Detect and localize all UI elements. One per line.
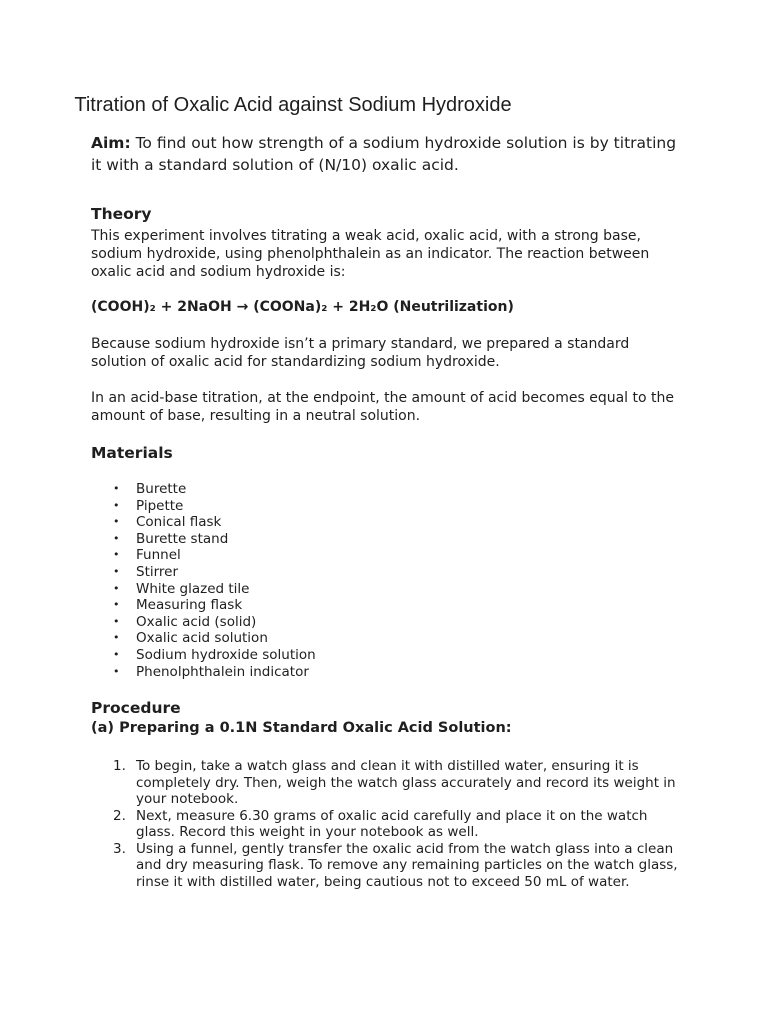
list-item — [91, 758, 681, 808]
list-item: • Oxalic acid solution — [113, 630, 268, 647]
step-number: 2. — [113, 807, 126, 824]
list-item: • Measuring flask — [113, 597, 243, 614]
bullet-icon: • — [113, 564, 120, 578]
list-item: • Burette — [113, 481, 187, 497]
list-item: • Sodium hydroxide solution — [113, 646, 316, 663]
list-item — [91, 841, 681, 891]
step-text: Using a funnel, gently transfer the oxalic acid from the watch glass into a clean and dry measuring flask. To remove any remaining particles on the watch glass, rinse it with distilled water, being cautious not to exceed 50 mL of water. — [136, 840, 678, 890]
bullet-icon: • — [113, 531, 120, 545]
bullet-icon: • — [113, 498, 120, 512]
list-item: • Funnel — [113, 547, 181, 564]
list-item: • Oxalic acid (solid) — [113, 613, 257, 630]
step-number: 1. — [113, 758, 126, 774]
procedure-heading: Procedure — [91, 699, 181, 717]
procedure-subheading: (a) Preparing a 0.1N Standard Oxalic Acid Solution: — [91, 720, 512, 736]
theory-intro: This experiment involves titrating a weak acid, oxalic acid, with a strong base, sodium hydroxide, using phenolphthalein as an indicator. The reaction between oxalic acid and sodium hydroxide is: — [91, 228, 650, 280]
bullet-icon: • — [113, 631, 120, 645]
aim-text: To find out how strength of a sodium hydroxide solution is by titrating it with a standard solution of (N/10) oxalic acid. — [91, 134, 677, 174]
bullet-icon: • — [113, 548, 120, 562]
materials-heading: Materials — [91, 444, 173, 462]
bullet-icon: • — [113, 647, 120, 661]
list-item: • White glazed tile — [113, 580, 250, 597]
procedure-steps — [91, 758, 681, 890]
list-item: • Pipette — [113, 497, 184, 514]
list-item — [91, 808, 681, 841]
bullet-icon: • — [113, 614, 120, 628]
bullet-icon: • — [113, 664, 120, 678]
bullet-icon: • — [113, 482, 120, 495]
bullet-icon: • — [113, 598, 120, 612]
theory-paragraph-2: Because sodium hydroxide isn’t a primary standard, we prepared a standard solution of oxalic acid for standardizing sodium hydroxide. — [91, 336, 630, 370]
document-title: Titration of Oxalic Acid against Sodium Hydroxide — [74, 94, 512, 116]
step-number: 3. — [113, 840, 126, 857]
aim-label: Aim: — [91, 134, 131, 152]
list-item: • Conical flask — [113, 514, 222, 531]
list-item: • Burette stand — [113, 530, 229, 547]
bullet-icon: • — [113, 515, 120, 529]
step-text: Next, measure 6.30 grams of oxalic acid carefully and place it on the watch glass. Record this weight in your notebook as well. — [136, 807, 648, 840]
theory-heading: Theory — [91, 205, 152, 223]
theory-paragraph-3: In an acid-base titration, at the endpoint, the amount of acid becomes equal to the amount of base, resulting in a neutral solution. — [91, 390, 674, 424]
aim-section — [91, 132, 681, 176]
step-text: To begin, take a watch glass and clean it with distilled water, ensuring it is completely dry. Then, weigh the watch glass accurately and record its weight in your notebook. — [136, 758, 676, 807]
reaction-equation: (COOH)₂ + 2NaOH → (COONa)₂ + 2H₂O (Neutrilization) — [91, 299, 514, 315]
bullet-icon: • — [113, 581, 120, 595]
materials-list — [91, 481, 316, 680]
list-item: • Stirrer — [113, 563, 179, 580]
list-item: • Phenolphthalein indicator — [113, 663, 309, 680]
